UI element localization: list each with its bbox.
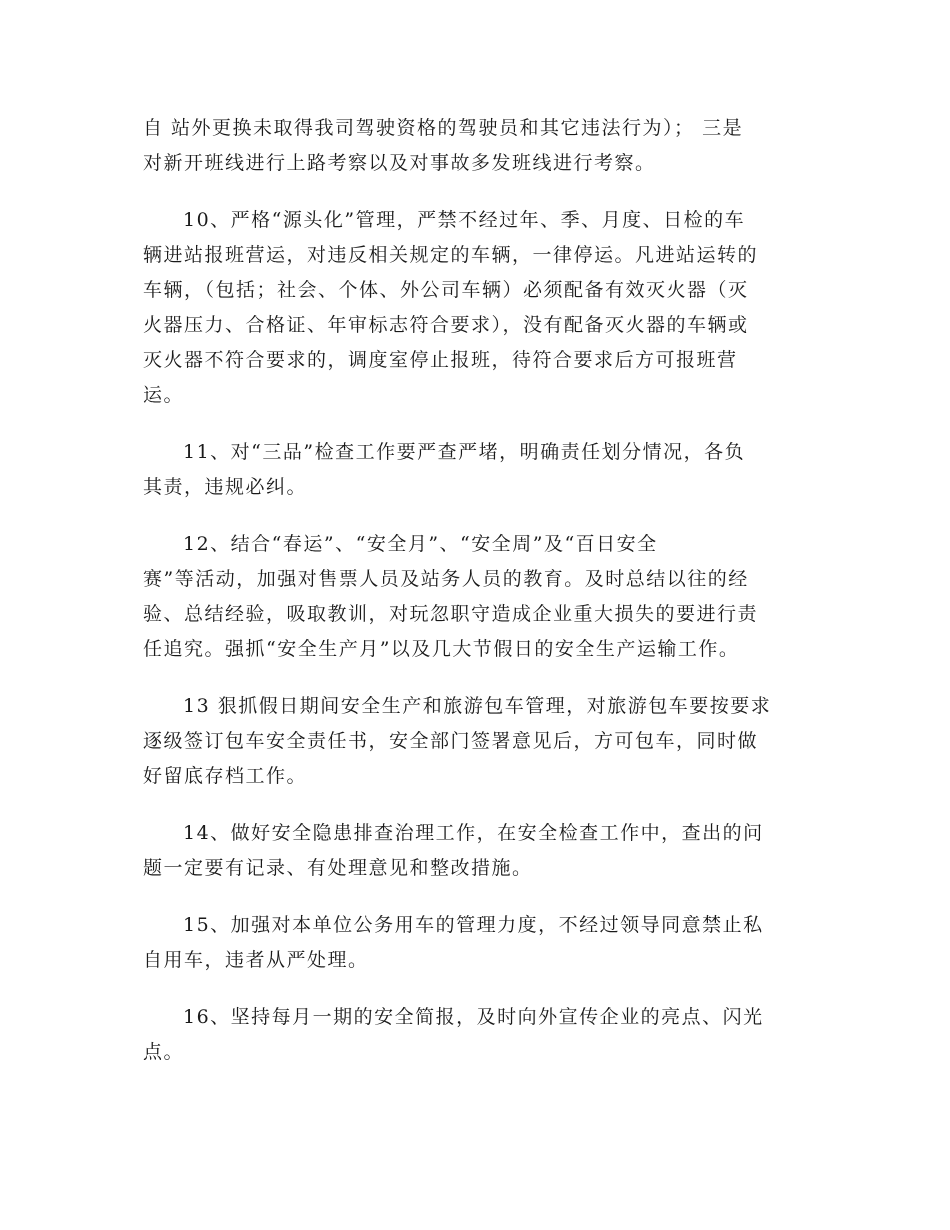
- paragraph-item-11: [143, 435, 808, 505]
- paragraph-item-16: [143, 1000, 808, 1070]
- paragraph-item-12: [143, 527, 808, 667]
- text-line: 自用车，违者从严处理。: [143, 949, 369, 971]
- paragraph-item-13: [143, 689, 808, 794]
- text-line: 火器压力、合格证、年审标志符合要求），没有配备灭火器的车辆或: [143, 314, 749, 336]
- paragraph-continuation: [143, 111, 808, 181]
- text-line: 对新开班线进行上路考察以及对事故多发班线进行考察。: [143, 152, 656, 174]
- text-line: 14、做好安全隐患排查治理工作，在安全检查工作中，查出的问: [183, 822, 764, 844]
- paragraph-item-15: [143, 908, 808, 978]
- text-line: 验、总结经验，吸取教训，对玩忽职守造成企业重大损失的要进行责: [143, 603, 759, 625]
- text-line: 13 狠抓假日期间安全生产和旅游包车管理，对旅游包车要按要求: [183, 695, 772, 717]
- text-line: 车辆，（包括；社会、个体、外公司车辆）必须配备有效灭火器（灭: [143, 279, 749, 301]
- text-line: 11、对“三品”检查工作要严查严堵，明确责任划分情况，各负: [183, 441, 746, 463]
- text-line: 任追究。强抓“安全生产月”以及几大节假日的安全生产运输工作。: [143, 638, 740, 660]
- text-line: 题一定要有记录、有处理意见和整改措施。: [143, 857, 533, 879]
- text-line: 16、坚持每月一期的安全简报，及时向外宣传企业的亮点、闪光: [183, 1006, 764, 1028]
- text-line: 好留底存档工作。: [143, 765, 308, 787]
- text-line: 逐级签订包车安全责任书，安全部门签署意见后，方可包车，同时做: [143, 730, 759, 752]
- text-line: 自 站外更换未取得我司驾驶资格的驾驶员和其它违法行为）； 三是: [143, 117, 744, 139]
- text-line: 其责，违规必纠。: [143, 476, 308, 498]
- text-line: 15、加强对本单位公务用车的管理力度，不经过领导同意禁止私: [183, 914, 764, 936]
- paragraph-item-14: [143, 816, 808, 886]
- text-line: 10、严格“源头化”管理，严禁不经过年、季、月度、日检的车: [183, 209, 746, 231]
- document-body: [143, 111, 808, 1092]
- paragraph-item-10: [143, 203, 808, 413]
- text-line: 灭火器不符合要求的，调度室停止报班，待符合要求后方可报班营: [143, 349, 738, 371]
- text-line: 点。: [143, 1041, 185, 1063]
- text-line: 运。: [143, 384, 185, 406]
- text-line: 辆进站报班营运，对违反相关规定的车辆，一律停运。凡进站运转的: [143, 244, 759, 266]
- text-line: 12、结合“春运”、“安全月”、“安全周”及“百日安全: [183, 533, 658, 555]
- text-line: 赛”等活动，加强对售票人员及站务人员的教育。及时总结以往的经: [143, 568, 749, 590]
